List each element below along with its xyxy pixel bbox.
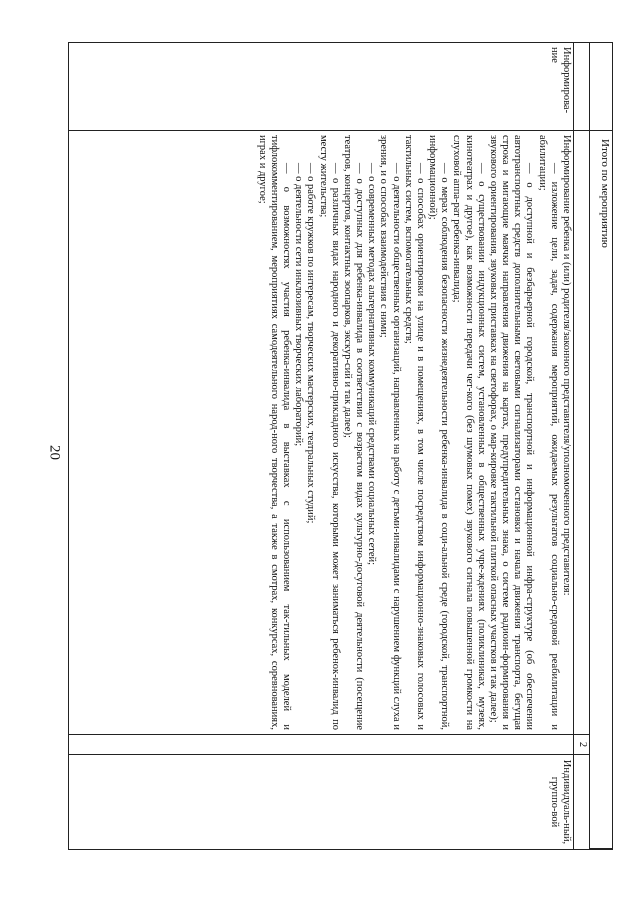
paragraph: — о существовании индукционных систем, установленных в общественных учре-ждениях (поликлиниках, музеях, кинотеатрах и другое), как возможности передачи чет-кого (без шумовых помех) звукового сигнала повышенной громкости на слуховой аппа-рат ребенка-инвалида;	[451, 135, 487, 730]
paragraph: — о современных методах альтернативных коммуникаций средствами социальных сетей;	[366, 163, 378, 566]
page-number: 20	[46, 445, 63, 460]
rehab-table	[68, 42, 613, 850]
paragraph: — о доступной и безбарьерной городской, транспортной и информационной инфра-структуре (об обеспечении автотранспортных средств дополнительными световыми сигнализаторами остановки и начала движения транспорта, бегущая строка и мигающие маячки направления движения на картах, предупредительных знака, о системе радиоин-формирования и звукового ориентирования, звуковых приставках на светофорах, о мар-кировке тактильной плиткой опасных участков и так далее);	[487, 135, 536, 730]
informing-row	[69, 43, 573, 849]
header-cell-1	[574, 43, 589, 131]
description-cell	[69, 131, 573, 735]
paragraph: — о мерах соблюдения безопасности жизнедеятельности ребенка-инвалида в соци-альной среде (городской, транспортной, информационной);	[427, 135, 451, 730]
total-empty-cell	[590, 43, 612, 131]
section-name: Информирова-ние	[69, 43, 573, 131]
header-row	[573, 43, 589, 849]
paragraph: — о деятельности сети инклюзивных творческих лабораторий;	[293, 163, 305, 447]
header-cell-2	[574, 131, 589, 735]
paragraph: Информирование ребенка и (или) родителя/законного представителя/уполномоченного представителя:	[561, 135, 572, 596]
total-row	[589, 43, 612, 849]
paragraph: — о работе кружков по интересам, творческих мастерских, театральных студий;	[305, 163, 317, 524]
total-label: Итого по мероприятию	[590, 131, 612, 849]
paragraph: — о различных видах народного и декоративно-прикладного искусства, которыми может заниматься ребенок-инвалид по месту жительства;	[317, 135, 341, 730]
format-cell: Индивидуаль-ный, группо-вой	[548, 759, 572, 845]
paragraph: — о доступных для ребенка-инвалида в соответствии с возрастом видах культурно-досуговой деятельности (посещение театров, концертов, контактных зоопарков, экскур-сий и так далее);	[341, 135, 366, 730]
paragraph: — изложение цели, задач, содержания мероприятий, ожидаемых результатов социально-средовой реабилитации и абилитации;	[536, 135, 560, 730]
header-cell-4	[574, 755, 589, 849]
paragraph: — о возможностях участия ребенка-инвалида в выставках с использованием так-тильных моделей и тифлокомментированием, мероприятиях самодеятельного народ-ного творчества, а также в смотрах, конкурсах, соревнованиях, играх и другое;	[256, 135, 293, 730]
empty-cell	[69, 735, 573, 755]
paragraph: — о способах ориентировки на улице и в помещениях, в том числе посредством информационно-знаковых голосовых и тактильных систем, вспомогательных средств;	[402, 135, 426, 730]
header-num-cell: 2	[574, 735, 589, 755]
paragraph: — о деятельности общественных организаций, направленных на работу с детьми-инвалидами с нарушением функций слуха и зрения, и о способах взаимодействия с ними;	[378, 135, 402, 730]
